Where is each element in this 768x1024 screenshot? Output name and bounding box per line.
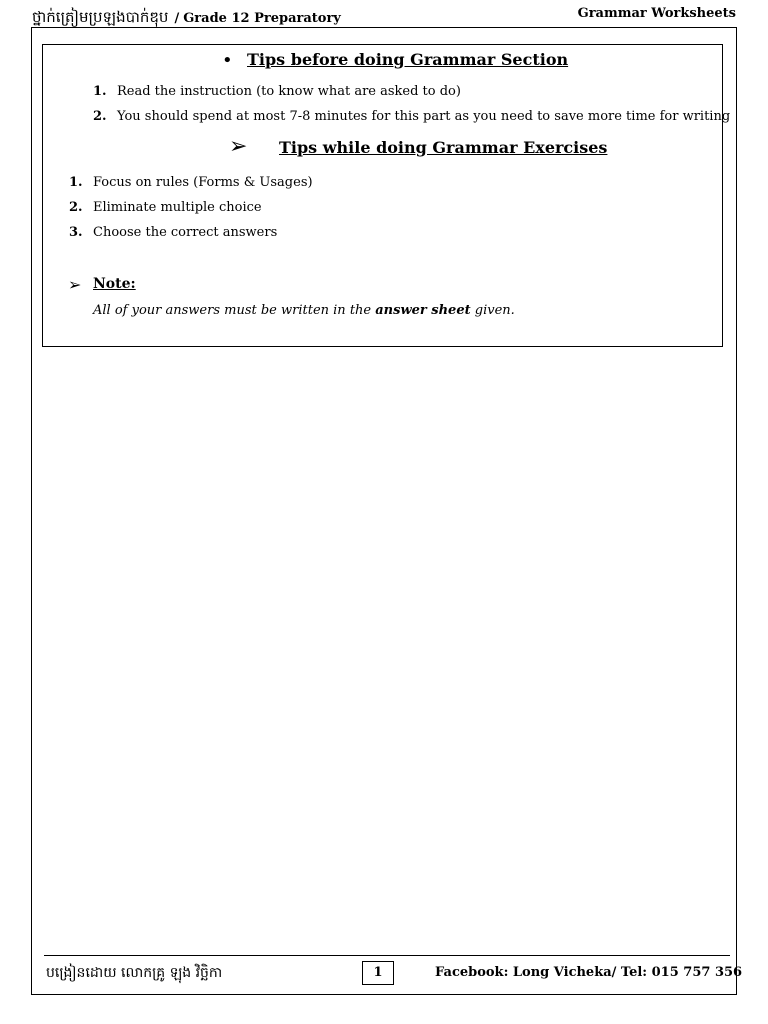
- section2-heading: Tips while doing Grammar Exercises: [279, 138, 608, 157]
- footer-divider: [44, 955, 730, 956]
- list-item: Choose the correct answers: [93, 225, 278, 240]
- worksheet-title: Grammar Worksheets: [577, 6, 736, 21]
- list-number: 2.: [69, 200, 83, 215]
- note-label: Note:: [93, 276, 136, 292]
- footer-contact: Facebook: Long Vicheka/ Tel: 015 757 356: [435, 965, 743, 980]
- note-emphasis: answer sheet: [375, 303, 471, 318]
- page-number: 1: [362, 961, 394, 985]
- footer-author: បង្រៀនដោយ លោកគ្រូ ឡុង វិច្ឆិកា: [46, 965, 223, 981]
- note-text-part: All of your answers must be written in the: [93, 303, 376, 318]
- list-item: Eliminate multiple choice: [93, 200, 262, 215]
- arrow-icon: ➢: [229, 134, 248, 159]
- list-number: 1.: [69, 175, 83, 190]
- list-number: 2.: [93, 109, 107, 124]
- header-separator: /: [174, 11, 180, 26]
- khmer-course-title: ថ្នាក់ត្រៀមប្រឡងបាក់ឌុប: [32, 8, 169, 26]
- list-number: 3.: [69, 225, 83, 240]
- grade-label: Grade 12 Preparatory: [183, 11, 341, 26]
- note-text: [93, 303, 515, 318]
- list-number: 1.: [93, 84, 107, 99]
- list-item: Read the instruction (to know what are asked to do): [117, 84, 461, 99]
- note-text-part: given.: [470, 303, 515, 318]
- bullet-icon: •: [222, 50, 233, 71]
- arrow-icon: ➢: [68, 275, 82, 294]
- list-item: Focus on rules (Forms & Usages): [93, 175, 313, 190]
- list-item: You should spend at most 7-8 minutes for this part as you need to save more time for writing: [117, 109, 731, 124]
- section1-heading: Tips before doing Grammar Section: [247, 50, 569, 69]
